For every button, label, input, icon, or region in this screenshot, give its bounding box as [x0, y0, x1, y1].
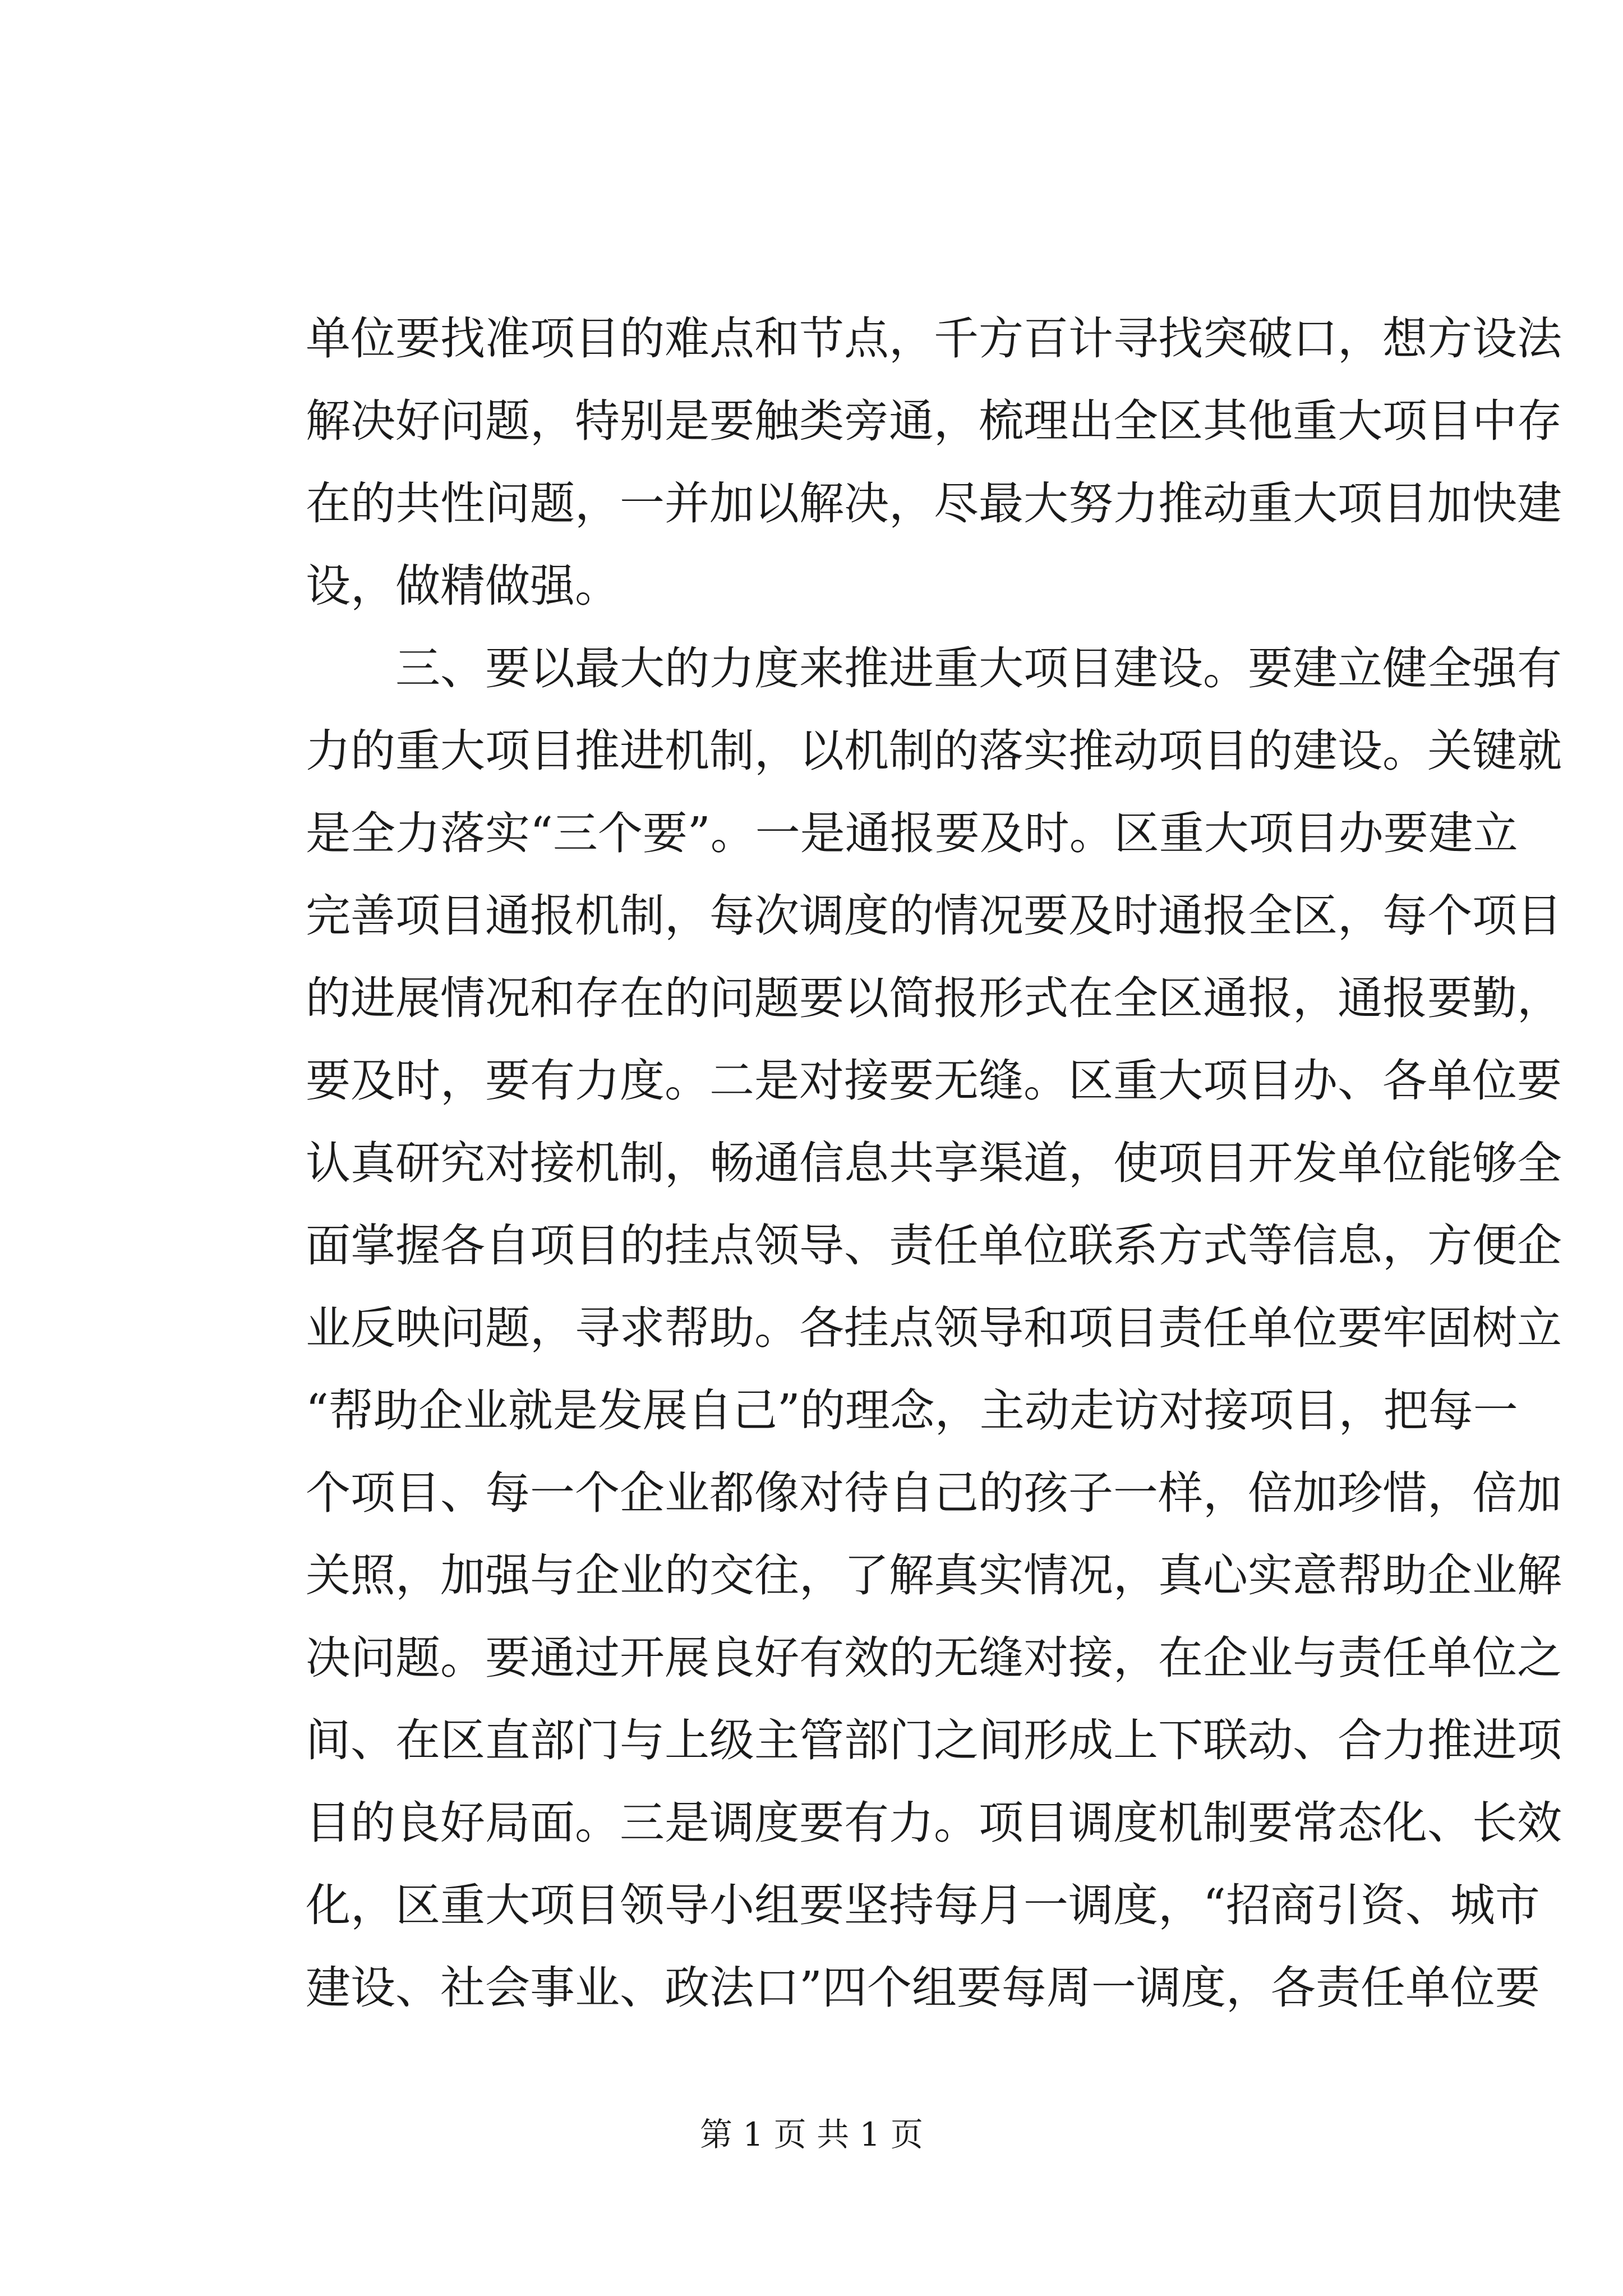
text-line: 认真研究对接机制，畅通信息共享渠道，使项目开发单位能够全 [306, 1137, 1562, 1189]
text-line: 目的良好局面。三是调度要有力。项目调度机制要常态化、长效 [306, 1797, 1562, 1849]
text-line: 个项目、每一个企业都像对待自己的孩子一样，倍加珍惜，倍加 [306, 1467, 1562, 1519]
text-line: 是全力落实“三个要”。一是通报要及时。区重大项目办要建立 [306, 807, 1518, 859]
text-line: 面掌握各自项目的挂点领导、责任单位联系方式等信息，方便企 [306, 1220, 1562, 1272]
document-body [306, 297, 1562, 2029]
text-line: 的进展情况和存在的问题要以简报形式在全区通报，通报要勤， [306, 972, 1562, 1024]
text-line: 间、在区直部门与上级主管部门之间形成上下联动、合力推进项 [306, 1714, 1562, 1766]
text-line: 关照，加强与企业的交往，了解真实情况，真心实意帮助企业解 [306, 1549, 1562, 1602]
text-line: 化，区重大项目领导小组要坚持每月一调度，“招商引资、城市 [306, 1879, 1540, 1931]
text-line: 要及时，要有力度。二是对接要无缝。区重大项目办、各单位要 [306, 1055, 1562, 1107]
paragraph-1 [306, 297, 1562, 627]
text-line: 三、要以最大的力度来推进重大项目建设。要建立健全强有 [395, 642, 1562, 694]
text-line: 业反映问题，寻求帮助。各挂点领导和项目责任单位要牢固树立 [306, 1302, 1562, 1354]
text-line: “帮助企业就是发展自己”的理念，主动走访对接项目，把每一 [306, 1384, 1518, 1437]
text-line: 在的共性问题，一并加以解决，尽最大努力推动重大项目加快建 [306, 477, 1562, 530]
text-line: 决问题。要通过开展良好有效的无缝对接，在企业与责任单位之 [306, 1632, 1562, 1684]
text-line: 设，做精做强。 [306, 560, 620, 612]
text-line: 建设、社会事业、政法口”四个组要每周一调度，各责任单位要 [306, 1962, 1540, 2014]
page-number-label: 第 1 页 共 1 页 [700, 2115, 923, 2154]
page-footer [0, 2112, 1623, 2157]
paragraph-2 [306, 627, 1562, 2029]
text-line: 力的重大项目推进机制，以机制的落实推动项目的建设。关键就 [306, 725, 1562, 777]
text-line: 单位要找准项目的难点和节点，千方百计寻找突破口，想方设法 [306, 312, 1562, 365]
text-line: 完善项目通报机制，每次调度的情况要及时通报全区，每个项目 [306, 890, 1562, 942]
text-line: 解决好问题，特别是要触类旁通，梳理出全区其他重大项目中存 [306, 395, 1562, 447]
